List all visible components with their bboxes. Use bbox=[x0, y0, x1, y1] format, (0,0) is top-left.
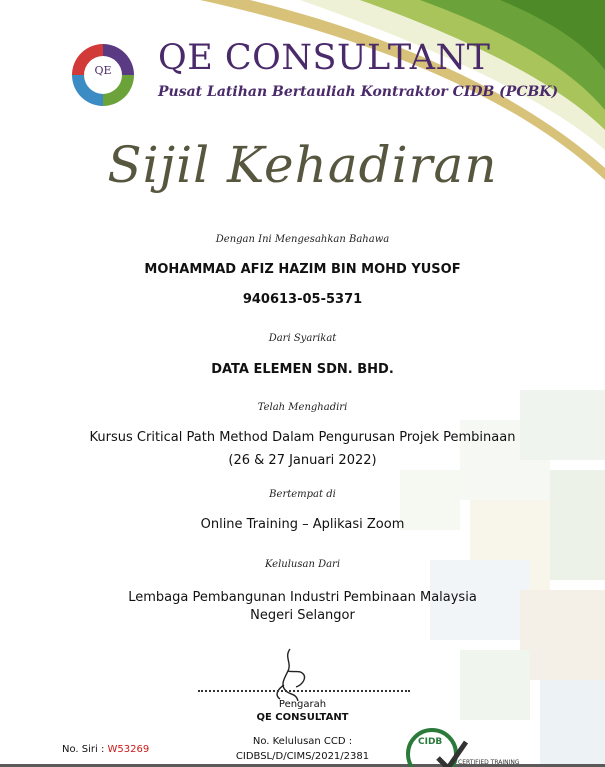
course-dates: (26 & 27 Januari 2022) bbox=[228, 453, 377, 468]
course-name: Kursus Critical Path Method Dalam Pengurusan Projek Pembinaan bbox=[89, 430, 516, 445]
signatory-role: Pengarah bbox=[278, 699, 327, 710]
venue-label: Bertempat di bbox=[269, 489, 336, 500]
company-label: Dari Syarikat bbox=[268, 333, 337, 344]
approval-label: Kelulusan Dari bbox=[264, 559, 341, 570]
venue: Online Training – Aplikasi Zoom bbox=[200, 517, 405, 532]
brand-name: QE CONSULTANT bbox=[158, 38, 491, 78]
signatory-org: QE CONSULTANT bbox=[256, 712, 349, 723]
attended-label: Telah Menghadiri bbox=[257, 402, 348, 413]
company-name: DATA ELEMEN SDN. BHD. bbox=[211, 362, 394, 377]
signature-icon bbox=[262, 645, 322, 705]
signature-line bbox=[198, 690, 410, 692]
approver-line1: Lembaga Pembangunan Industri Pembinaan Malaysia bbox=[128, 590, 477, 605]
approver-line2: Negeri Selangor bbox=[250, 608, 355, 623]
logo-text: QE bbox=[94, 64, 112, 77]
certified-training-text: CERTIFIED TRAINING bbox=[458, 759, 520, 766]
certify-label: Dengan Ini Mengesahkan Bahawa bbox=[215, 234, 390, 245]
recipient-name: MOHAMMAD AFIZ HAZIM BIN MOHD YUSOF bbox=[144, 262, 461, 277]
ccd-value: CIDBSL/D/CIMS/2021/2381 bbox=[235, 751, 370, 762]
serial-label: No. Siri : bbox=[62, 744, 105, 755]
certificate-title: Sijil Kehadiran bbox=[107, 136, 498, 194]
cidb-text: CIDB bbox=[418, 737, 443, 747]
ic-number: 940613-05-5371 bbox=[242, 292, 363, 307]
serial-value: W53269 bbox=[107, 744, 150, 755]
brand-subtitle: Pusat Latihan Bertauliah Kontraktor CIDB (PCBK) bbox=[158, 84, 559, 100]
ccd-label: No. Kelulusan CCD : bbox=[252, 736, 353, 747]
